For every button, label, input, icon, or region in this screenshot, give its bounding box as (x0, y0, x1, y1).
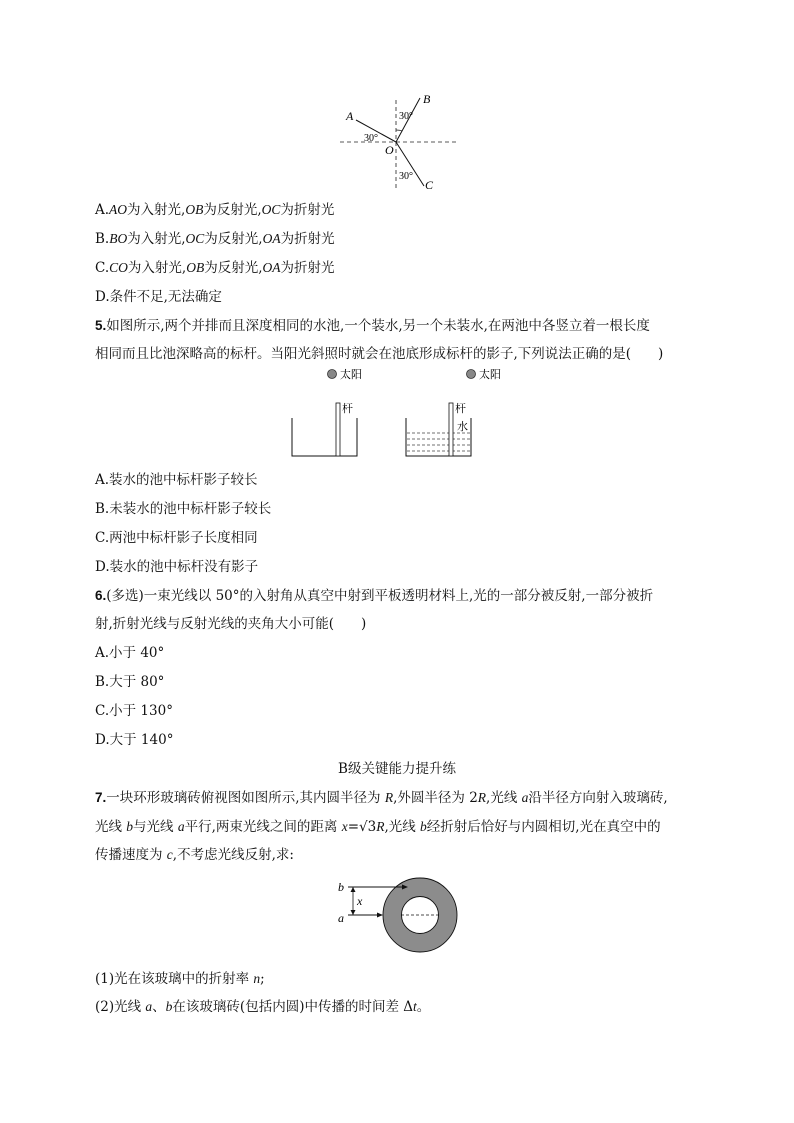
angle-left-label: 30° (364, 133, 378, 144)
question-text: (多选)一束光线以 50°的入射角从真空中射到平板透明材料上,光的一部分被反射,一部分被折 (106, 588, 654, 604)
q4-option-a[interactable] (95, 198, 334, 218)
ray-name: OA (262, 231, 281, 246)
math-var: a (521, 790, 529, 805)
question-text: (2)光线 (95, 999, 146, 1015)
option-text: 为折射光 (280, 231, 335, 247)
label-x: x (357, 894, 363, 908)
question-text: 在该玻璃砖(包括内圆)中传播的时间差 Δ (172, 999, 413, 1015)
pole (449, 403, 453, 456)
question-text: 经折射后恰好与内圆相切,光在真空中的 (426, 819, 661, 835)
q7-line-3 (95, 843, 294, 863)
question-number: 6. (95, 588, 107, 603)
reflection-refraction-figure (334, 90, 464, 195)
math-var: b (126, 819, 134, 834)
option-prefix: A. (95, 202, 110, 218)
ray-name: OB (186, 260, 205, 275)
ray-name: OB (185, 202, 204, 217)
question-text: 与光线 (133, 819, 178, 835)
label-a: a (338, 911, 344, 925)
option-text: 为入射光, (127, 260, 187, 276)
question-text: ,外圆半径为 2 (393, 790, 478, 806)
option-prefix: B. (95, 231, 110, 247)
option-text: 为反射光, (203, 202, 262, 218)
sun-icon (467, 370, 476, 379)
question-text: ,光线 (486, 790, 522, 806)
option-text: 为反射光, (204, 231, 263, 247)
distance-arrow-up (351, 887, 356, 892)
label-b: b (338, 880, 344, 894)
math-var: b (165, 999, 173, 1014)
math-var: n (253, 971, 261, 986)
math-var: b (420, 819, 427, 834)
question-text: (1)光在该玻璃中的折射率 (95, 971, 254, 987)
question-text: ,不考虑光线反射,求: (172, 847, 294, 863)
math-var: R (384, 790, 394, 805)
option-text: 条件不足,无法确定 (109, 289, 222, 305)
option-text: 为反射光, (204, 260, 263, 276)
option-text: 为折射光 (280, 260, 335, 276)
label-c: C (425, 178, 434, 192)
ray-name: BO (109, 231, 128, 246)
question-text: ,光线 (384, 819, 421, 835)
math-var: a (177, 819, 185, 834)
question-number: 7. (95, 790, 107, 805)
q5-option-d[interactable]: D.装水的池中标杆没有影子 (95, 559, 259, 575)
question-text: 、 (152, 999, 166, 1015)
question-text: 光线 (95, 819, 127, 835)
ray-name: OC (261, 202, 281, 217)
section-title: B级关键能力提升练 (338, 761, 456, 777)
option-text: 为入射光, (127, 202, 186, 218)
pole (336, 403, 340, 456)
pole-label: 杆 (455, 403, 466, 415)
q5-option-b[interactable]: B.未装水的池中标杆影子较长 (95, 501, 272, 517)
pools-figure (282, 364, 512, 464)
question-text: 相同而且比池深略高的标杆。当阳光斜照时就会在池底形成标杆的影子,下列说法正确的是( ) (95, 346, 664, 362)
option-text: 为折射光 (280, 202, 335, 218)
label-o: O (385, 143, 394, 157)
ray-name: OC (185, 231, 205, 246)
label-b: B (423, 92, 431, 106)
q6-line-2 (95, 612, 366, 632)
q5-line-2 (95, 342, 663, 362)
option-prefix: C. (95, 260, 110, 276)
option-text: 为入射光, (127, 231, 186, 247)
question-text: 一块环形玻璃砖俯视图如图所示,其内圆半径为 (106, 790, 385, 806)
sun-label: 太阳 (340, 369, 362, 381)
q4-option-b[interactable] (95, 227, 335, 247)
math-var: a (145, 999, 153, 1014)
question-text: ; (260, 971, 265, 987)
math-var: x (341, 819, 348, 834)
q6-line-1 (95, 584, 653, 604)
q5-line-1 (95, 314, 650, 334)
q6-option-c[interactable]: C.小于 130° (95, 703, 173, 719)
sun-icon (328, 370, 337, 379)
angle-top-label: 30° (399, 111, 413, 122)
q4-option-d[interactable] (95, 285, 222, 305)
math-var: R (376, 819, 385, 834)
q5-option-c[interactable]: C.两池中标杆影子长度相同 (95, 530, 258, 546)
q7-line-2 (95, 815, 661, 835)
math-expr: =√3 (347, 819, 377, 835)
math-var: R (477, 790, 487, 805)
sun-label: 太阳 (479, 369, 501, 381)
question-text: 。 (416, 999, 431, 1015)
distance-arrow-down (351, 910, 356, 915)
q6-option-d[interactable]: D.大于 140° (95, 732, 174, 748)
question-text: 沿半径方向射入玻璃砖, (528, 790, 668, 806)
question-number: 5. (95, 318, 107, 333)
ray-name: AO (109, 202, 128, 217)
q7-sub-1 (95, 967, 265, 987)
empty-pool (292, 418, 357, 456)
math-var: t (413, 999, 417, 1014)
option-prefix: D. (95, 289, 110, 305)
ray-a-arrow (377, 913, 383, 918)
q7-line-1 (95, 786, 668, 806)
question-text: 射,折射光线与反射光线的夹角大小可能( ) (95, 616, 367, 632)
angle-arc-top (396, 130, 402, 131)
water-label: 水 (457, 421, 468, 433)
q4-option-c[interactable] (95, 256, 335, 276)
q5-option-a[interactable]: A.装水的池中标杆影子较长 (95, 472, 258, 488)
label-a: A (346, 109, 354, 123)
ring-glass-figure (334, 872, 464, 958)
pole-label: 杆 (342, 403, 353, 415)
q6-option-a[interactable]: A.小于 40° (95, 645, 165, 661)
angle-bottom-label: 30° (399, 171, 413, 182)
question-text: 平行,两束光线之间的距离 (184, 819, 342, 835)
ray-name: OA (262, 260, 281, 275)
question-text: 传播速度为 (95, 847, 167, 863)
math-var: c (166, 847, 173, 862)
ray-name: CO (109, 260, 128, 275)
q6-option-b[interactable]: B.大于 80° (95, 674, 165, 690)
q7-sub-2 (95, 995, 430, 1015)
question-text: 如图所示,两个并排而且深度相同的水池,一个装水,另一个未装水,在两池中各竖立着一根长度 (106, 318, 650, 334)
